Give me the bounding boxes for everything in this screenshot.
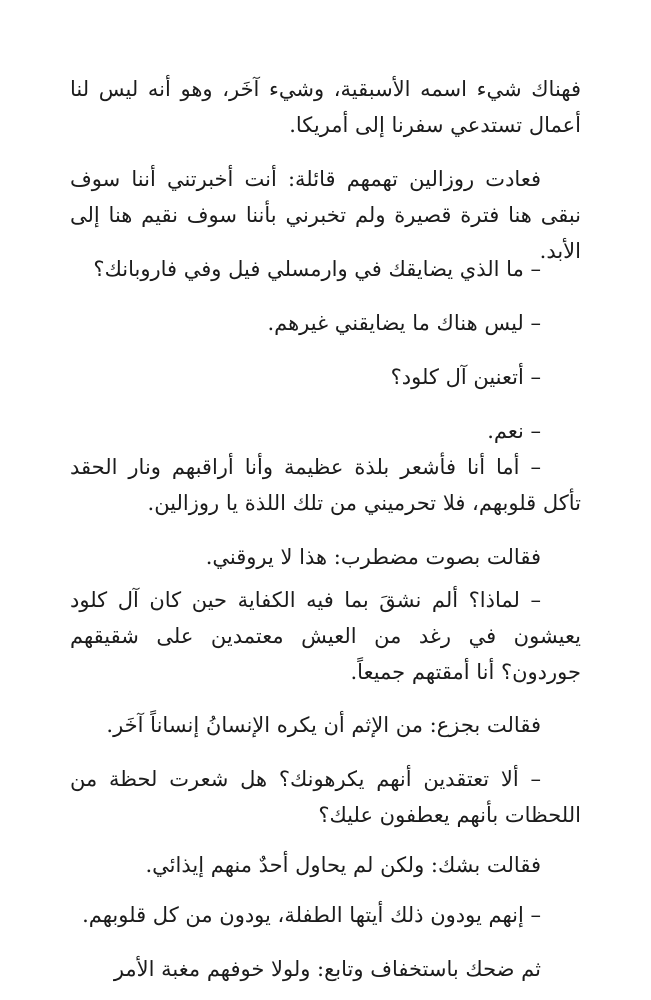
paragraph-5: – أتعنين آل كلود؟ — [390, 365, 541, 389]
paragraph-8: فقالت بصوت مضطرب: هذا لا يروقني. — [205, 545, 541, 569]
paragraph-4: – ليس هناك ما يضايقني غيرهم. — [267, 311, 541, 335]
paragraph-14: ثم ضحك باستخفاف وتابع: ولولا خوفهم مغبة الأمر — [113, 957, 541, 981]
paragraph-12: فقالت بشك: ولكن لم يحاول أحدٌ منهم إيذائي. — [145, 853, 541, 877]
paragraph-9: – لماذا؟ ألم نشقَ بما فيه الكفاية حين كان آل كلود يعيشون في رغد من العيش معتمدين على شقيقهم جوردون؟ أنا أمقتهم جميعاً. — [70, 588, 581, 684]
paragraph-13: – إنهم يودون ذلك أيتها الطفلة، يودون من كل قلوبهم. — [82, 903, 541, 927]
paragraph-6: – نعم. — [487, 419, 541, 443]
paragraph-7: – أما أنا فأشعر بلذة عظيمة وأنا أراقبهم ونار الحقد تأكل قلوبهم، فلا تحرميني من تلك اللذة يا روزالين. — [70, 455, 581, 515]
paragraph-11: – ألا تعتقدين أنهم يكرهونك؟ هل شعرت لحظة من اللحظات بأنهم يعطفون عليك؟ — [70, 767, 581, 827]
paragraph-10: فقالت بجزع: من الإثم أن يكره الإنسانُ إنساناً آخَر. — [106, 713, 541, 737]
paragraph-1: فهناك شيء اسمه الأسبقية، وشيء آخَر، وهو أنه ليس لنا أعمال تستدعي سفرنا إلى أمريكا. — [70, 77, 581, 137]
paragraph-2: فعادت روزالين تهمهم قائلة: أنت أخبرتني أننا سوف نبقى هنا فترة قصيرة ولم تخبرني بأننا سوف نقيم هنا إلى الأبد. — [70, 167, 581, 263]
paragraph-3: – ما الذي يضايقك في وارمسلي فيل وفي فاروبانك؟ — [93, 257, 541, 281]
